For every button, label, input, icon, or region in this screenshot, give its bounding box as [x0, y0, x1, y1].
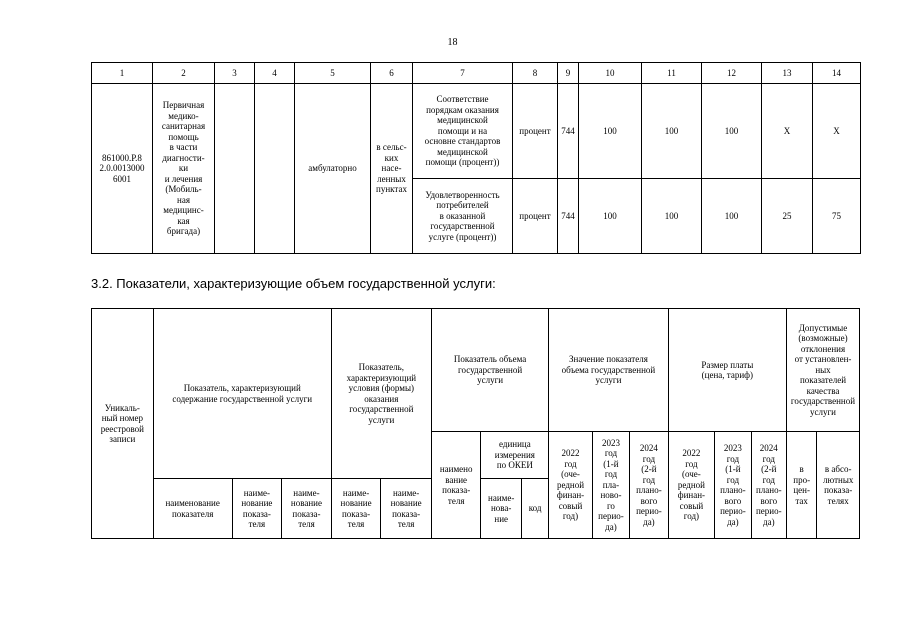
indicator-name-header: наиме- нование показа- теля [331, 479, 381, 539]
volume-indicators-table [91, 308, 860, 539]
value-2022: 100 [579, 179, 642, 254]
content-indicator-header: Показатель, характеризующий содержание государственной услуги [153, 309, 331, 479]
volume-indicator-name: наимено вание показа- теля [431, 432, 481, 539]
service-place: в сельс- ких насе- ленных пунктах [371, 84, 413, 254]
fee-2024-header: 2024 год (2-й год плано- вого перио- да) [751, 432, 786, 539]
page-number: 18 [447, 37, 458, 48]
conditions-indicator-header: Показатель, характеризующий условия (формы) оказания государственной услуги [331, 309, 431, 479]
indicator-name-header: наиме- нование показа- теля [381, 479, 432, 539]
col-number: 5 [295, 63, 371, 84]
col-number: 7 [413, 63, 513, 84]
volume-indicator-header: Показатель объема государственной услуги [431, 309, 548, 432]
deviation-header: Допустимые (возможные) отклонения от установлен- ных показателей качества государственной услуги [787, 309, 860, 432]
deviation-absolute: Х [813, 84, 861, 179]
col-number: 2 [153, 63, 215, 84]
fee-2023-header: 2023 год (1-й год плано- вого перио- да) [715, 432, 751, 539]
okei-header: единица измерения по ОКЕИ [481, 432, 549, 479]
col-number: 12 [702, 63, 762, 84]
registry-number: 861000.Р.8 2.0.0013000 6001 [92, 84, 153, 254]
indicator-name-header: наиме- нование показа- теля [282, 479, 332, 539]
unit-code: 744 [558, 179, 579, 254]
value-2024: 100 [702, 84, 762, 179]
header-row [92, 309, 860, 432]
year-2023-header: 2023 год (1-й год пла- ново- го перио- да) [592, 432, 629, 539]
unit-name: процент [513, 84, 558, 179]
col-number: 10 [579, 63, 642, 84]
indicator-name: Соответствие порядкам оказания медицинской помощи и на основне стандартов медицинской помощи (процент)) [413, 84, 513, 179]
year-2024-header: 2024 год (2-й год плано- вого перио- да) [630, 432, 668, 539]
indicator-name-header: наиме- нование показа- теля [232, 479, 282, 539]
deviation-percent: 25 [762, 179, 813, 254]
service-condition: амбулаторно [295, 84, 371, 254]
registry-number-header: Уникаль- ный номер реестровой записи [92, 309, 154, 539]
deviation-absolute-header: в абсо- лютных показа- телях [817, 432, 860, 539]
indicator-name-header: наименование показателя [153, 479, 232, 539]
col-number: 8 [513, 63, 558, 84]
volume-value-header: Значение показателя объема государственной услуги [549, 309, 668, 432]
table-row [92, 84, 861, 179]
fee-2022-header: 2022 год (оче- редной финан- совый год) [668, 432, 715, 539]
fee-header: Размер платы (цена, тариф) [668, 309, 786, 432]
okei-name-header: наиме- нова- ние [481, 479, 521, 539]
col-number: 9 [558, 63, 579, 84]
okei-code-header: код [521, 479, 548, 539]
col-number: 13 [762, 63, 813, 84]
deviation-absolute: 75 [813, 179, 861, 254]
service-content: Первичная медико- санитарная помощь в части диагности- ки и лечения (Мобиль- ная медицинс- кая бригада) [153, 84, 215, 254]
indicator-name: Удовлетворенность потребителей в оказанной государственной услуге (процент)) [413, 179, 513, 254]
unit-name: процент [513, 179, 558, 254]
year-2022-header: 2022 год (оче- редной финан- совый год) [549, 432, 593, 539]
col-number: 3 [215, 63, 255, 84]
value-2024: 100 [702, 179, 762, 254]
quality-indicators-table [91, 62, 861, 254]
col-number: 4 [255, 63, 295, 84]
empty-cell [255, 84, 295, 254]
col-number: 14 [813, 63, 861, 84]
column-numbers-row [92, 63, 861, 84]
col-number: 1 [92, 63, 153, 84]
col-number: 6 [371, 63, 413, 84]
value-2023: 100 [642, 179, 702, 254]
deviation-percent: Х [762, 84, 813, 179]
col-number: 11 [642, 63, 702, 84]
value-2023: 100 [642, 84, 702, 179]
deviation-percent-header: в про- цен- тах [787, 432, 817, 539]
section-heading: 3.2. Показатели, характеризующие объем государственной услуги: [91, 276, 496, 291]
value-2022: 100 [579, 84, 642, 179]
unit-code: 744 [558, 84, 579, 179]
empty-cell [215, 84, 255, 254]
